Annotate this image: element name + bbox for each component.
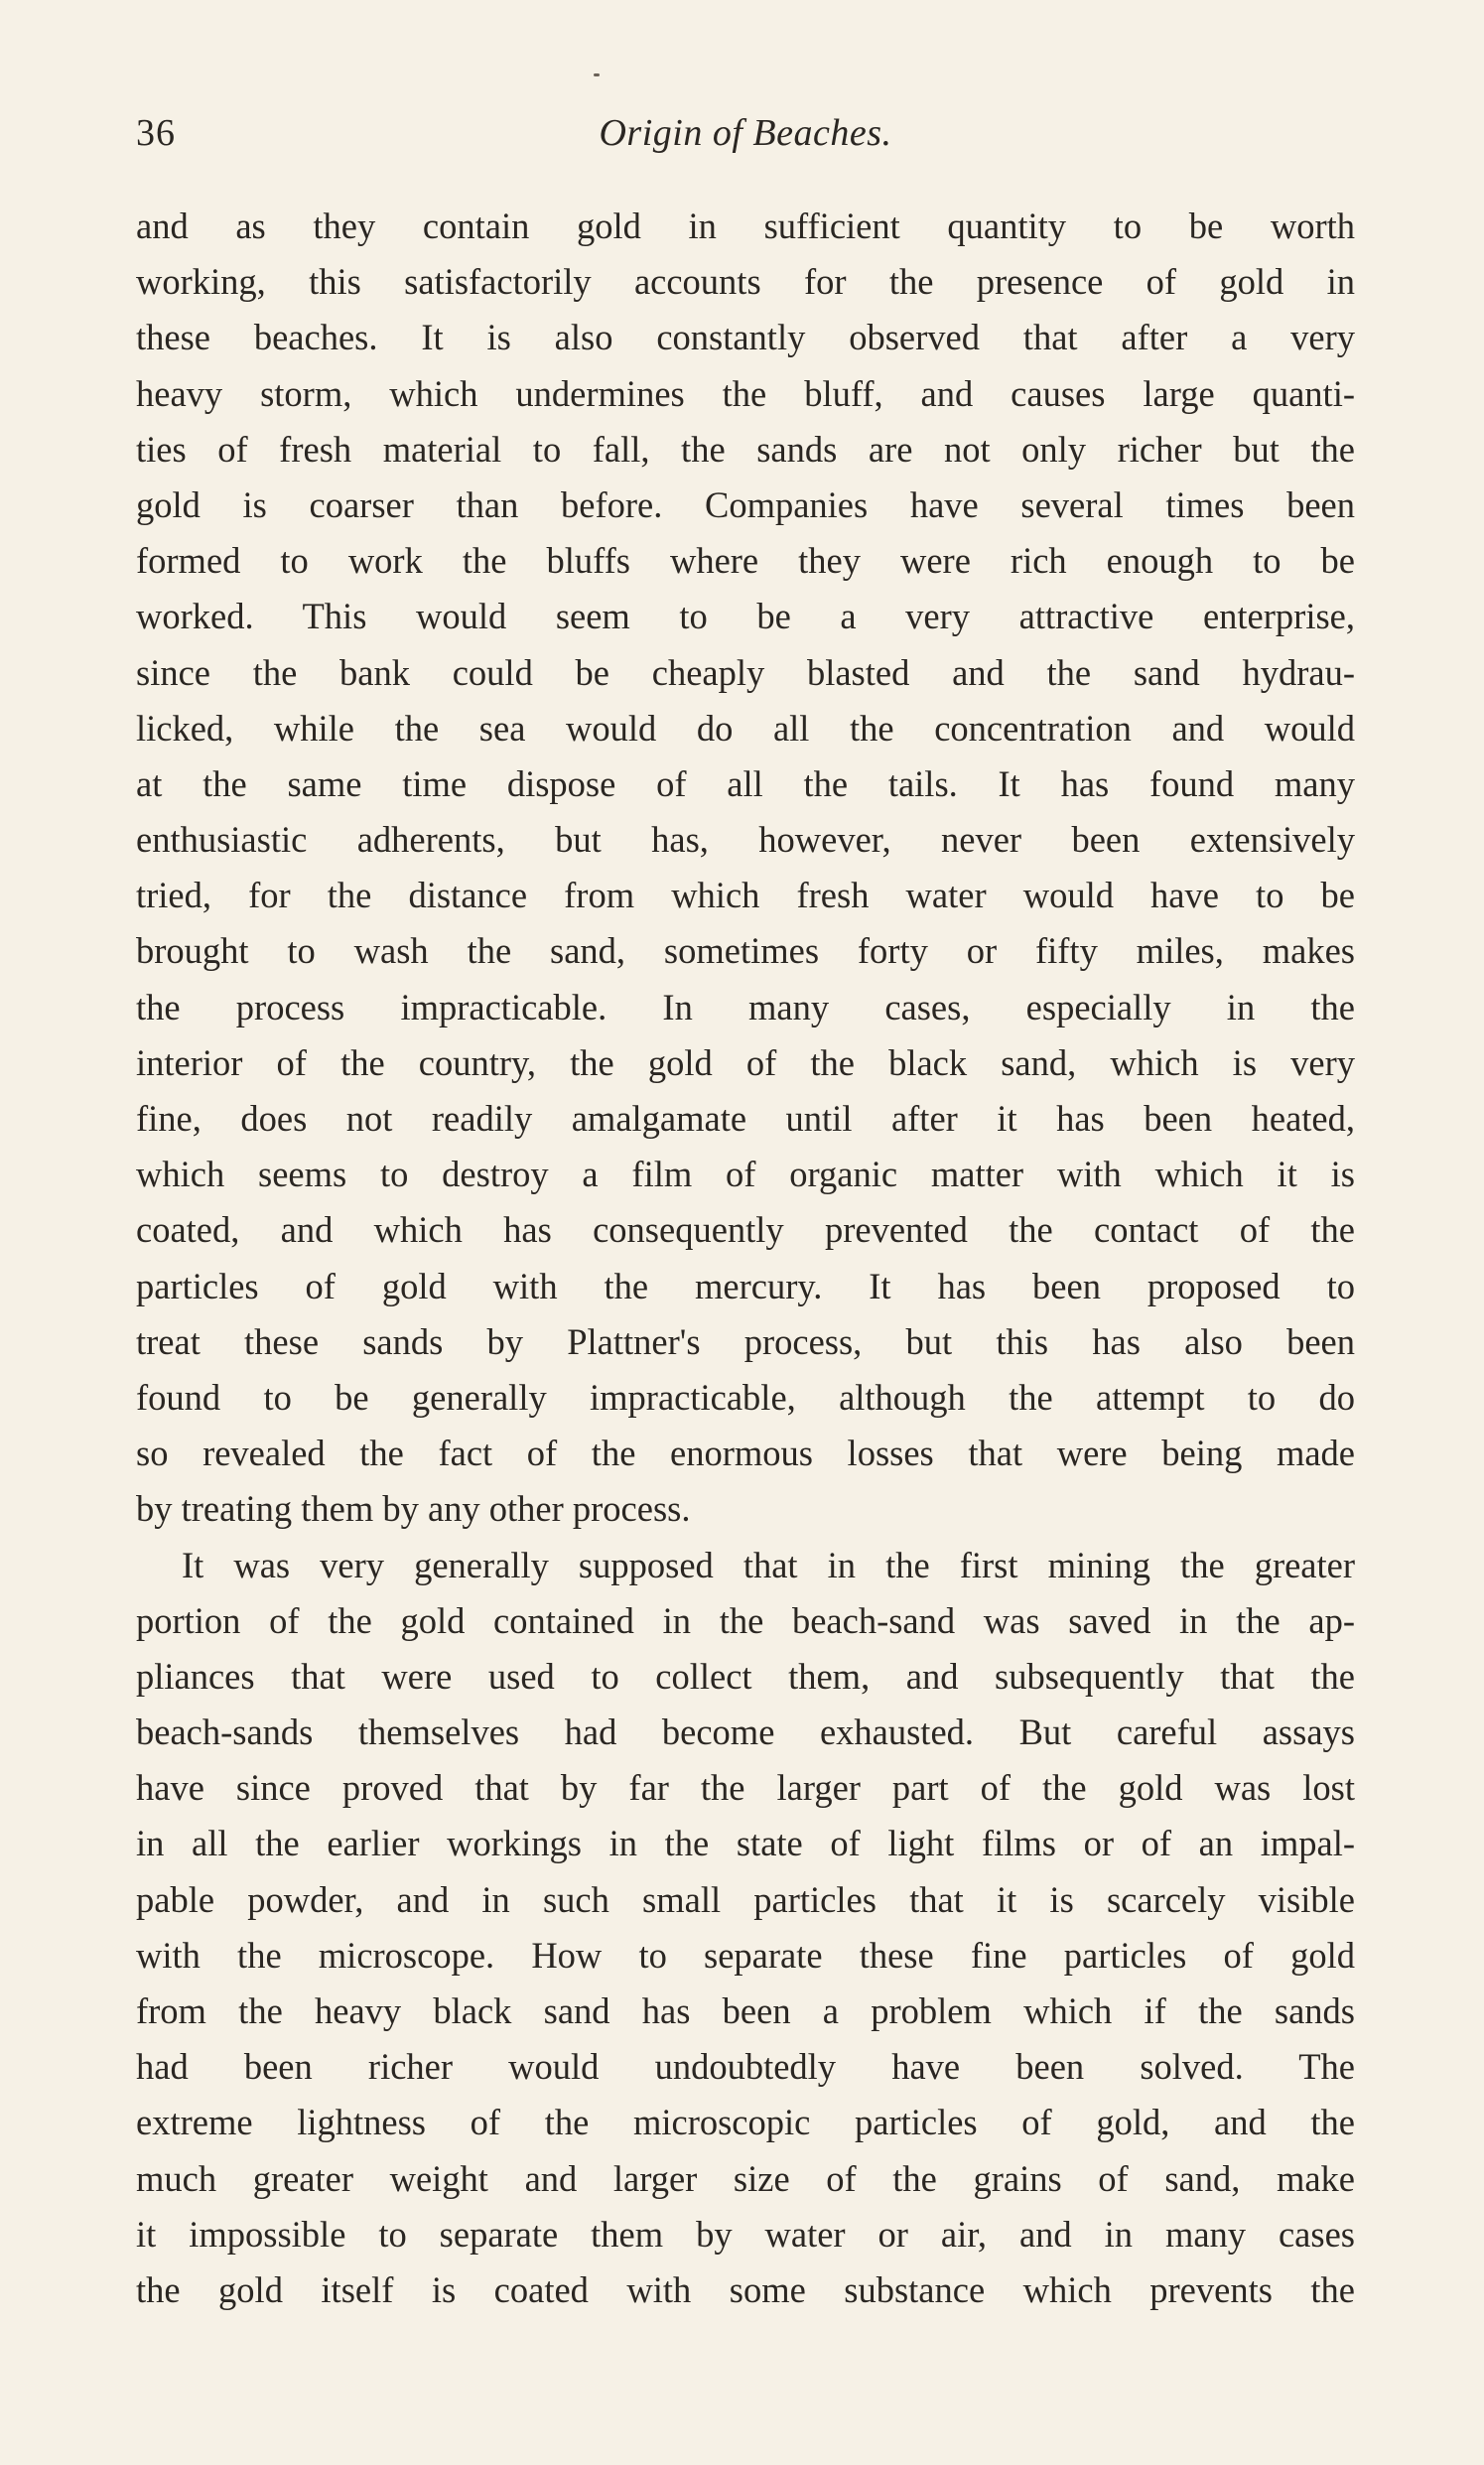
running-head [136, 111, 1355, 171]
body-text [136, 199, 1355, 2318]
text-line: the gold itself is coated with some substance which prevents the [136, 2268, 1355, 2310]
text-line: pable powder, and in such small particles that it is scarcely visible [136, 1878, 1355, 1920]
text-line: pliances that were used to collect them, and subsequently that the [136, 1655, 1355, 1697]
text-line: at the same time dispose of all the tails. It has found many [136, 762, 1355, 804]
text-line: worked. This would seem to be a very attractive enterprise, [136, 596, 1355, 637]
text-line: the process impracticable. In many cases, especially in the [136, 986, 1355, 1027]
text-line: found to be generally impracticable, although the attempt to do [136, 1376, 1355, 1418]
text-line: formed to work the bluffs where they were rich enough to be [136, 540, 1355, 582]
text-line: with the microscope. How to separate these fine particles of gold [136, 1934, 1355, 1976]
text-line: by treating them by any other process. [136, 1488, 691, 1530]
text-line: portion of the gold contained in the beach-sand was saved in the ap- [136, 1599, 1355, 1641]
text-line: extreme lightness of the microscopic particles of gold, and the [136, 2102, 1355, 2143]
text-line: which seems to destroy a film of organic matter with which it is [136, 1154, 1355, 1195]
paragraph [136, 199, 1355, 1538]
text-line: ties of fresh material to fall, the sands are not only richer but the [136, 428, 1355, 470]
text-line: particles of gold with the mercury. It has been proposed to [136, 1265, 1355, 1306]
running-title: Origin of Beaches. [599, 112, 892, 154]
text-line: gold is coarser than before. Companies have several times been [136, 483, 1355, 525]
text-line: interior of the country, the gold of the black sand, which is very [136, 1041, 1355, 1083]
text-line: so revealed the fact of the enormous losses that were being made [136, 1433, 1355, 1474]
text-line: had been richer would undoubtedly have been solved. The [136, 2046, 1355, 2088]
text-line: beach-sands themselves had become exhausted. But careful assays [136, 1712, 1355, 1753]
text-line: much greater weight and larger size of the grains of sand, make [136, 2157, 1355, 2199]
paragraph [136, 1538, 1355, 2319]
text-line: brought to wash the sand, sometimes forty or fifty miles, makes [136, 930, 1355, 972]
text-line: it impossible to separate them by water or air, and in many cases [136, 2213, 1355, 2255]
page-number: 36 [136, 112, 176, 154]
print-mark [594, 73, 600, 76]
text-line: and as they contain gold in sufficient quantity to be worth [136, 205, 1355, 246]
text-line: have since proved that by far the larger part of the gold was lost [136, 1767, 1355, 1809]
text-line: from the heavy black sand has been a problem which if the sands [136, 1990, 1355, 2031]
text-line: fine, does not readily amalgamate until after it has been heated, [136, 1098, 1355, 1139]
text-line: It was very generally supposed that in the first mining the greater [182, 1544, 1355, 1585]
text-line: licked, while the sea would do all the concentration and would [136, 707, 1355, 749]
text-line: treat these sands by Plattner's process, but this has also been [136, 1320, 1355, 1362]
text-line: heavy storm, which undermines the bluff, and causes large quanti- [136, 372, 1355, 414]
text-line: these beaches. It is also constantly observed that after a very [136, 317, 1355, 358]
text-line: since the bank could be cheaply blasted and the sand hydrau- [136, 651, 1355, 693]
text-line: working, this satisfactorily accounts for the presence of gold in [136, 261, 1355, 303]
text-line: in all the earlier workings in the state of light films or of an impal- [136, 1823, 1355, 1864]
text-line: coated, and which has consequently prevented the contact of the [136, 1209, 1355, 1251]
text-line: tried, for the distance from which fresh water would have to be [136, 875, 1355, 916]
text-line: enthusiastic adherents, but has, however, never been extensively [136, 819, 1355, 861]
